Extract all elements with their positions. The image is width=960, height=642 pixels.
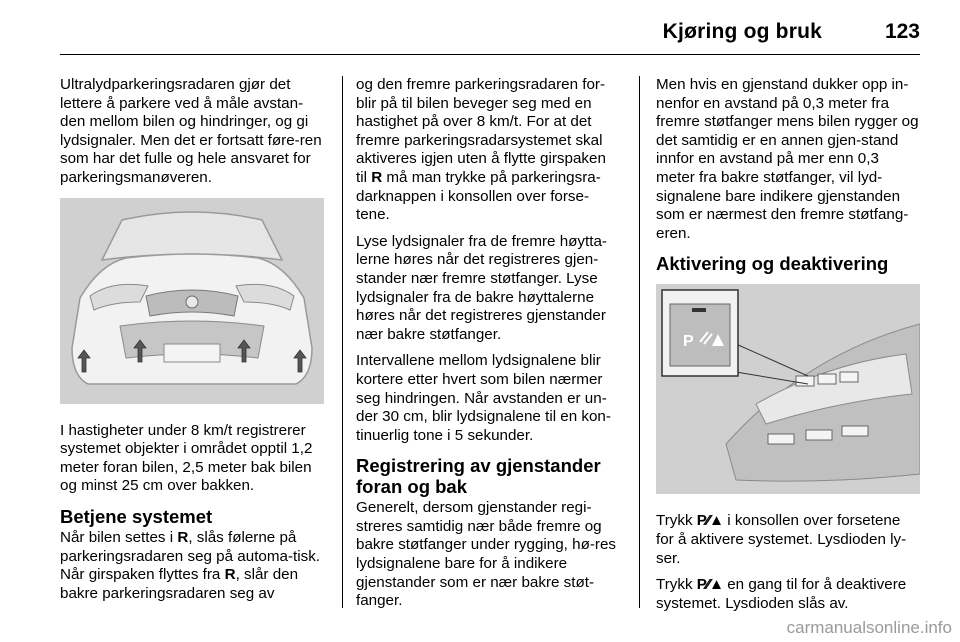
nearest-object-paragraph: Men hvis en gjenstand dukker opp in-nenfor en avstand på 0,3 meter fra fremre støtfanger mens bilen rygger og det samtidig er en annen gjen-stand innfor en avstand på mer enn 0,3 meter fra bakre støtfanger, vil lyd-signalene bare indikere gjenstanden som er nærmest den fremre støtfang-eren. xyxy=(656,76,919,242)
gear-r: R xyxy=(224,566,236,584)
park-assist-button-label: P xyxy=(683,333,694,351)
interval-paragraph: Intervallene mellom lydsignalene blir kortere etter hvert som bilen nærmer seg hindringen. Når avstanden er un-der 30 cm, blir lydsignalene til en kon-tinuerlig tone i 5 sekunder. xyxy=(356,352,611,444)
overhead-console-image xyxy=(656,284,920,494)
page-header xyxy=(60,16,920,55)
deactivate-paragraph: Trykk P⁄⁄▲ en gang til for å deaktivere systemet. Lysdioden slås av. xyxy=(656,576,907,612)
watermark: carmanualsonline.info xyxy=(786,618,952,637)
page-title: Kjøring og bruk xyxy=(662,20,822,43)
column-2 xyxy=(356,76,621,619)
column-divider-2 xyxy=(639,76,640,608)
car-front-illustration xyxy=(60,198,324,404)
section-heading-operate: Betjene systemet xyxy=(60,505,213,527)
activate-paragraph: Trykk P⁄⁄▲ i konsollen over forsetene for å aktivere systemet. Lysdioden ly-ser. xyxy=(656,512,907,567)
console-button-illustration xyxy=(656,284,920,494)
park-assist-icon: P⁄⁄▲ xyxy=(696,512,724,530)
gear-r: R xyxy=(177,528,189,546)
car-front-sensors-image xyxy=(60,198,324,404)
continuation-paragraph: og den fremre parkeringsradaren for-blir på til bilen beveger seg med en hastighet på over 8 km/t. For at det fremre parkeringsradarsystemet skal aktiveres igjen uten å flytte girspaken til R må man trykke på parkeringsra-darknappen i konsollen over forse-tene. xyxy=(356,76,606,224)
column-3 xyxy=(656,76,921,621)
intro-paragraph: Ultralydparkeringsradaren gjør det lettere å parkere ved å måle avstan-den mellom bilen og hindringer, og gi lydsignaler. Men det er fortsatt føre-ren som har det fulle og hele ansvaret for parkeringsmanøveren. xyxy=(60,76,322,186)
column-1 xyxy=(60,76,325,611)
operate-paragraph: Når bilen settes i R, slås følerne på parkeringsradaren seg på automa-tisk. Når girspaken flyttes fra R, slår den bakre parkeringsradaren seg av xyxy=(60,528,321,602)
section-heading-activation: Aktivering og deaktivering xyxy=(656,253,889,275)
detection-paragraph: Generelt, dersom gjenstander regi-streres samtidig nær både fremre og bakre støtfanger under rygging, hø-res lydsignalene bare for å indikere gjenstander som er nær bakre støt-fanger. xyxy=(356,499,616,610)
gear-r: R xyxy=(371,168,383,186)
page-number: 123 xyxy=(884,20,920,43)
signal-paragraph: Lyse lydsignaler fra de fremre høytta-lerne høres når det registreres gjen-stander nær fremre støtfanger. Lyse lydsignaler fra de bakre høyttalerne høres når det registreres gjenstander nær bakre støtfanger. xyxy=(356,232,607,343)
detection-range-paragraph: I hastigheter under 8 km/t registrerer systemet objekter i området opptil 1,2 meter foran bilen, 2,5 meter bak bilen og minst 25 cm over bakken. xyxy=(60,421,313,495)
column-divider-1 xyxy=(342,76,343,608)
park-assist-icon: P⁄⁄▲ xyxy=(696,576,724,594)
section-heading-detection: Registrering av gjenstander foran og bak xyxy=(356,455,601,498)
